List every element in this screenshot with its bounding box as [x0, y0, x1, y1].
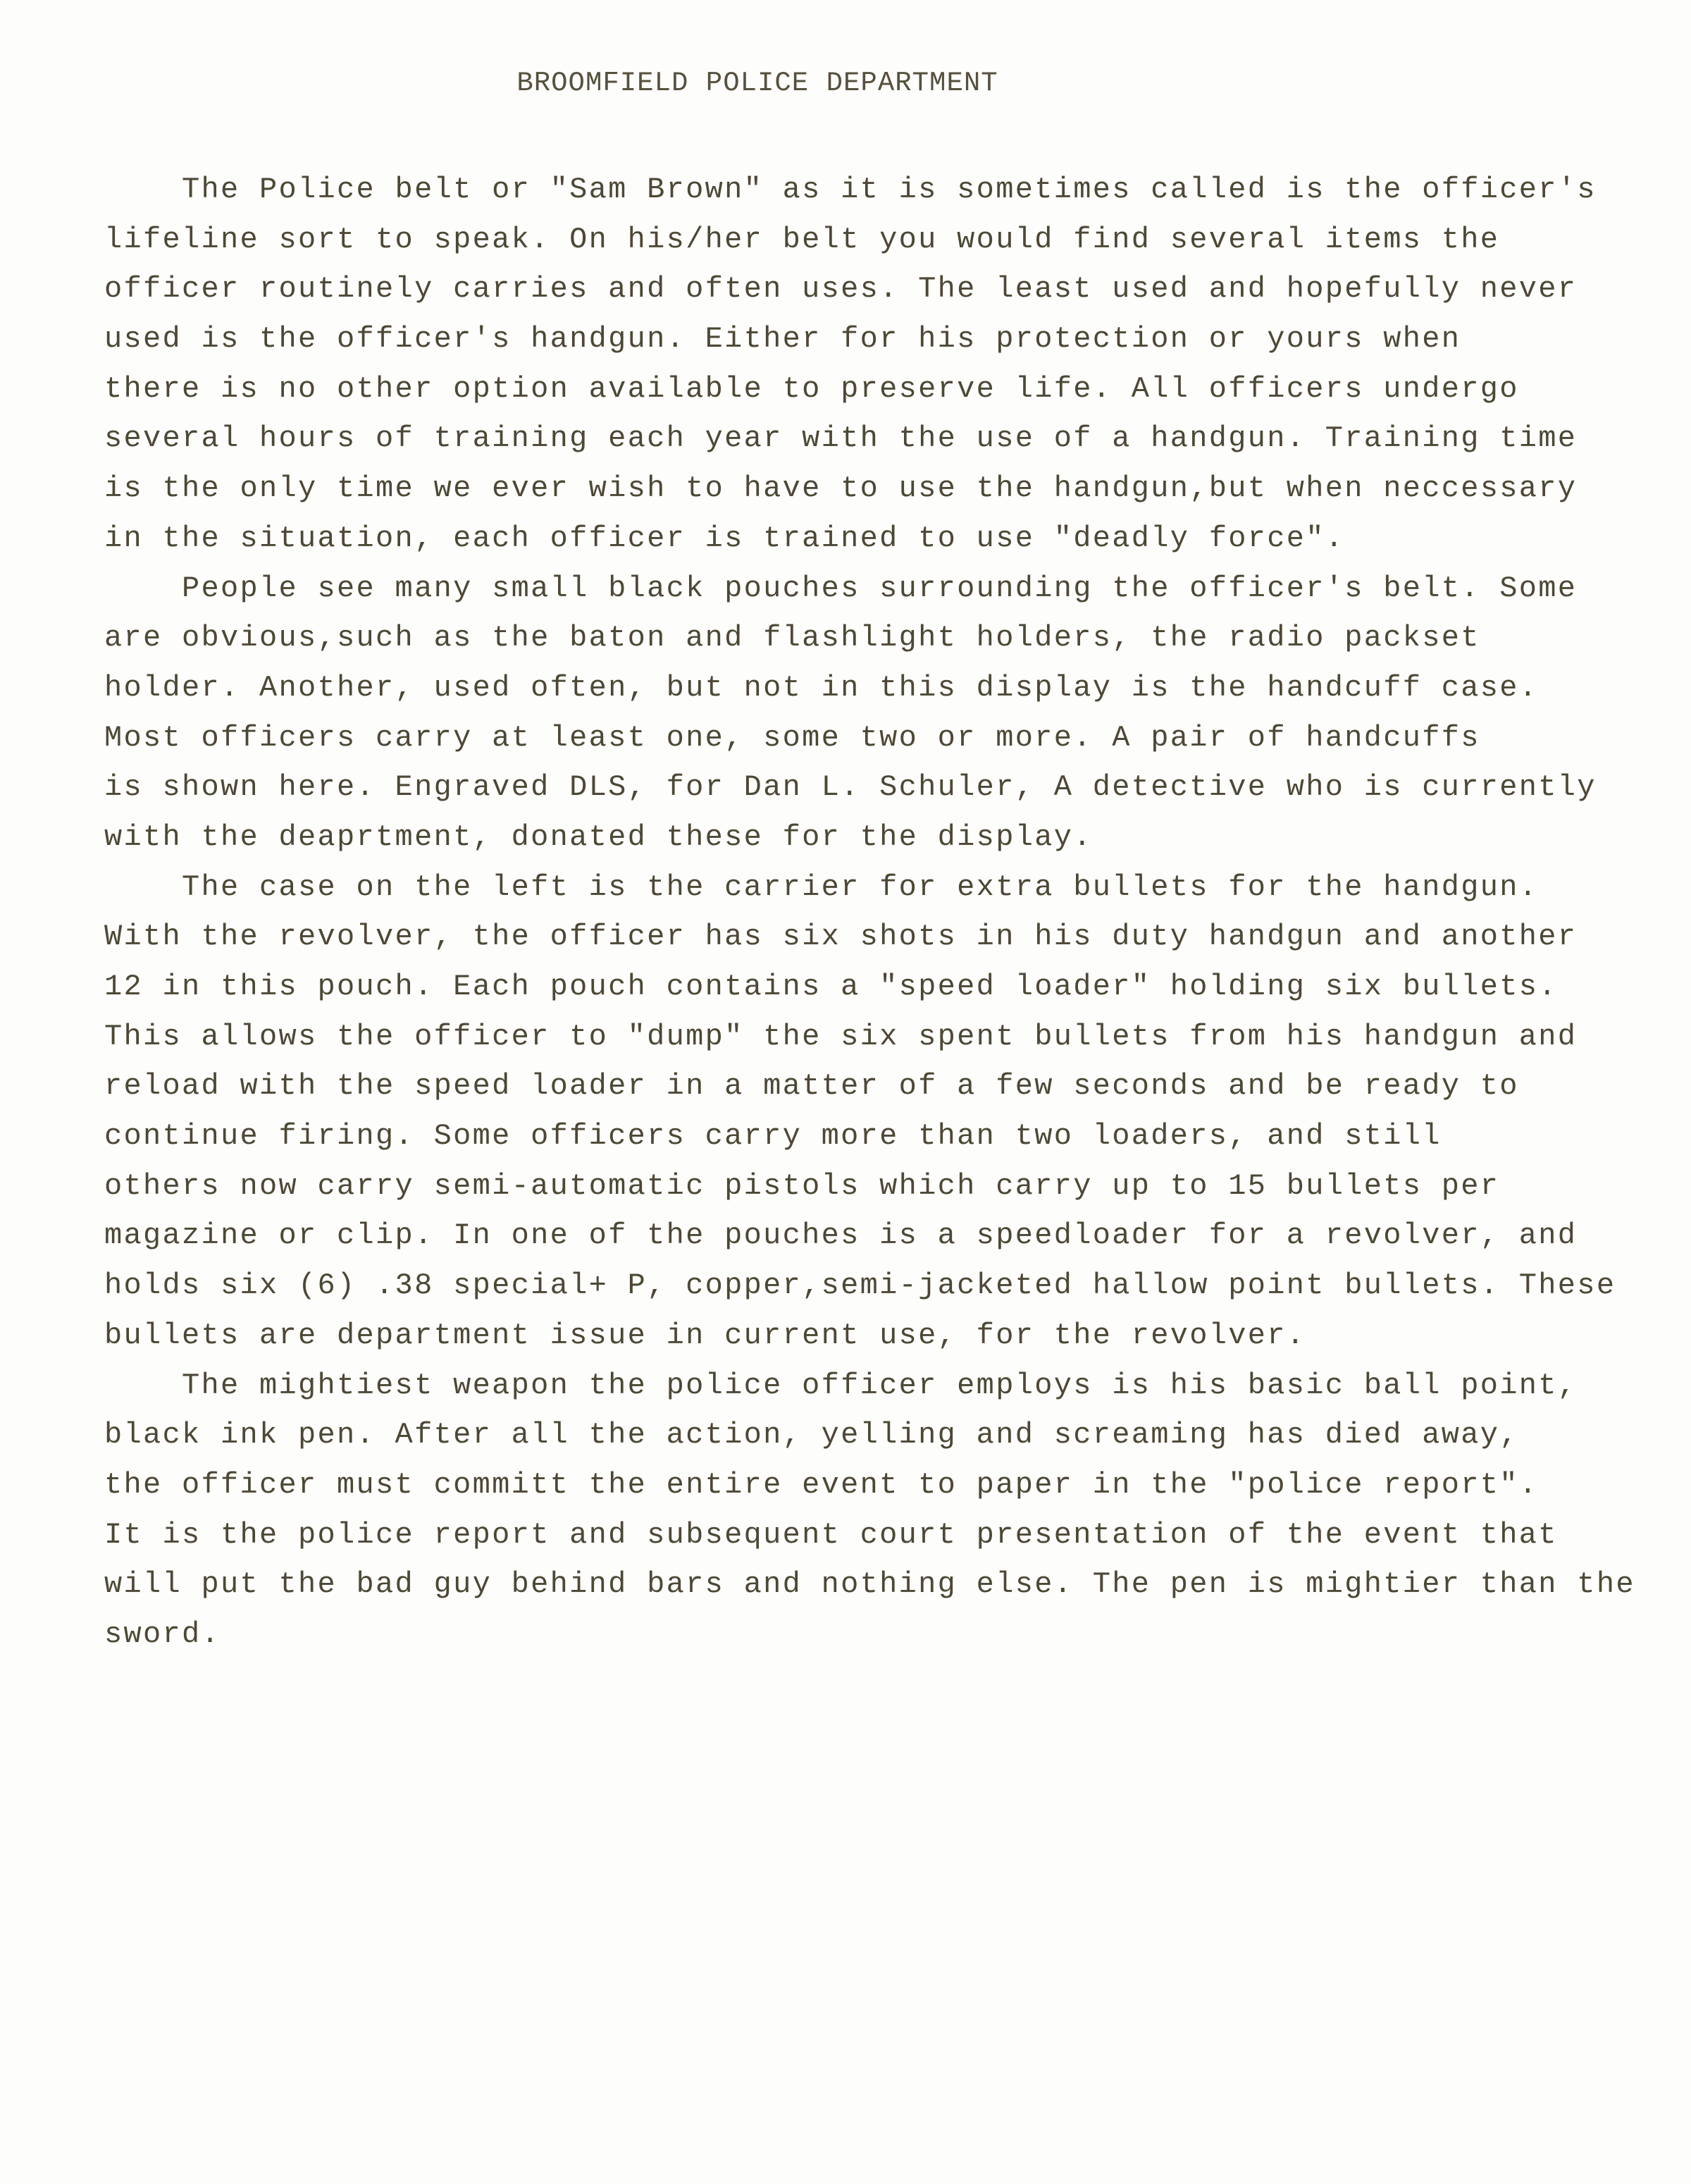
text-line: bullets are department issue in current use, for the revolver.: [104, 1318, 1306, 1352]
text-line: in the situation, each officer is trained to use "deadly force".: [104, 521, 1345, 555]
text-line: is the only time we ever wish to have to use the handgun,but when neccessary: [104, 471, 1578, 506]
text-line: holder. Another, used often, but not in this display is the handcuff case.: [104, 670, 1539, 705]
text-line: black ink pen. After all the action, yelling and screaming has died away,: [104, 1418, 1519, 1452]
text-line: holds six (6) .38 special+ P, copper,semi-jacketed hallow point bullets. These: [104, 1269, 1616, 1303]
text-line: The Police belt or "Sam Brown" as it is sometimes called is the officer's: [104, 173, 1597, 206]
text-line: People see many small black pouches surrounding the officer's belt. Some: [104, 571, 1578, 605]
text-line: used is the officer's handgun. Either for his protection or yours when: [104, 322, 1461, 357]
text-line: the officer must committ the entire event to paper in the "police report".: [104, 1467, 1539, 1502]
text-line: are obvious,such as the baton and flashlight holders, the radio packset: [104, 621, 1480, 655]
document-body: [104, 165, 1675, 1660]
text-line: Most officers carry at least one, some two or more. A pair of handcuffs: [104, 720, 1480, 755]
text-line: 12 in this pouch. Each pouch contains a "speed loader" holding six bullets.: [104, 970, 1558, 1004]
text-line: others now carry semi-automatic pistols which carry up to 15 bullets per: [104, 1168, 1500, 1203]
text-line: The case on the left is the carrier for extra bullets for the handgun.: [104, 870, 1539, 904]
text-line: The mightiest weapon the police officer employs is his basic ball point,: [104, 1368, 1578, 1402]
text-line: lifeline sort to speak. On his/her belt you would find several items the: [104, 222, 1500, 257]
text-line: several hours of training each year with the use of a handgun. Training time: [104, 421, 1578, 456]
text-line: This allows the officer to "dump" the six spent bullets from his handgun and: [104, 1019, 1578, 1054]
text-line: with the deaprtment, donated these for the display.: [104, 820, 1093, 854]
text-line: continue firing. Some officers carry more than two loaders, and still: [104, 1119, 1442, 1154]
text-line: sword.: [104, 1617, 221, 1651]
text-line: With the revolver, the officer has six shots in his duty handgun and another: [104, 920, 1578, 954]
text-line: magazine or clip. In one of the pouches is a speedloader for a revolver, and: [104, 1219, 1578, 1253]
text-line: It is the police report and subsequent court presentation of the event that: [104, 1517, 1558, 1552]
text-line: officer routinely carries and often uses. The least used and hopefully never: [104, 272, 1578, 307]
text-line: is shown here. Engraved DLS, for Dan L. Schuler, A detective who is currently: [104, 770, 1597, 805]
text-line: will put the bad guy behind bars and nothing else. The pen is mightier than the: [104, 1567, 1635, 1602]
text-line: reload with the speed loader in a matter of a few seconds and be ready to: [104, 1069, 1519, 1104]
document-heading: BROOMFIELD POLICE DEPARTMENT: [516, 68, 998, 99]
text-line: there is no other option available to preserve life. All officers undergo: [104, 371, 1519, 406]
